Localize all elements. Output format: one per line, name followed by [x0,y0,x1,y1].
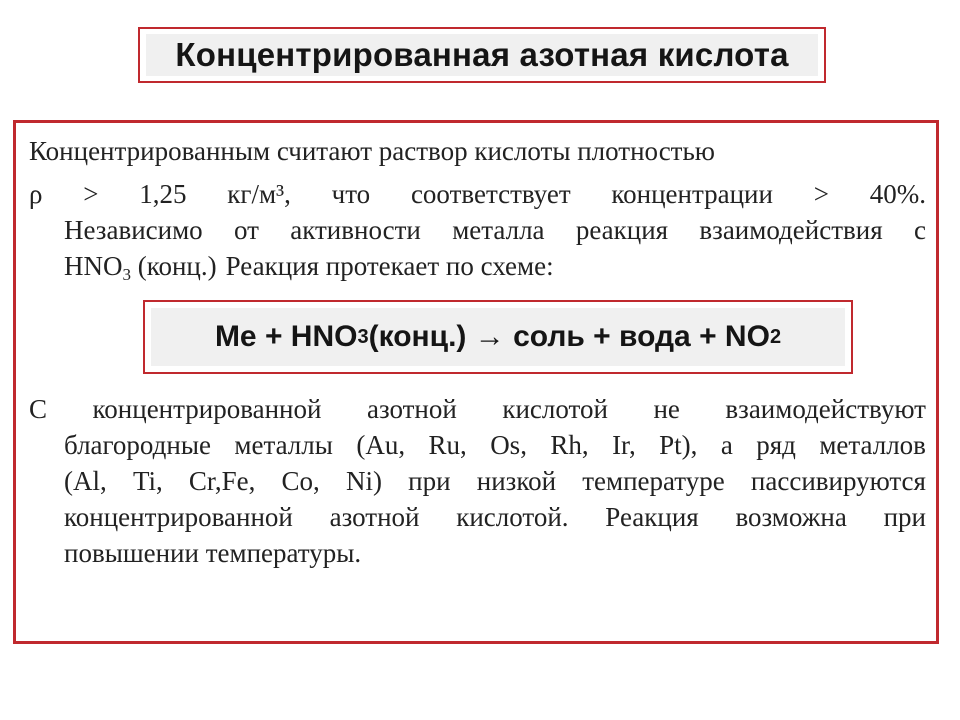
title-background [146,34,818,76]
paragraph-passivation-row-4 [29,499,926,535]
word: Rh, [550,430,589,460]
content-frame [13,120,939,644]
word: а [720,430,733,460]
equation-frame [143,300,853,374]
title-frame [138,27,826,83]
paragraph-passivation-row-1 [29,391,926,427]
paragraph-passivation-row-3 [29,463,926,499]
word: повышении температуры. [64,538,362,568]
word: 40%. [869,179,926,209]
word: Co, [281,466,320,496]
word: при [883,502,926,532]
word: взаимодействия [699,215,883,245]
word: азотной [366,394,457,424]
word: азотной [329,502,420,532]
word: концентрированной [64,502,293,532]
word: Os, [490,430,527,460]
word: с [913,215,926,245]
intro-line: Концентрированным считают раствор кислоты плотностью [29,136,715,166]
word: (Al, [64,466,107,496]
word: кислотой. [456,502,569,532]
word: Cr,Fe, [188,466,256,496]
word: при [408,466,451,496]
formula-subscript: 3 [122,265,131,284]
word: > [813,179,829,209]
reaction-scheme-intro: Реакция протекает по схеме: [225,251,554,281]
word: реакция [575,215,669,245]
equation-part-1: Me + HNO [214,320,358,353]
paragraph-passivation-row-5 [29,535,926,571]
formula-text: HNO [64,251,123,281]
word: Ti, [132,466,163,496]
word: концентрированной [92,394,322,424]
paragraph-passivation-row-2 [29,427,926,463]
word: взаимодействуют [725,394,926,424]
word: (Au, [356,430,406,460]
word: что [331,179,371,209]
paragraph-density-row-1 [29,176,926,212]
word: не [653,394,680,424]
word: ρ [29,179,43,209]
paragraph-passivation [29,391,926,571]
hno3-formula [64,248,217,284]
word: температуре [582,466,725,496]
word: Ru, [428,430,467,460]
word: от [234,215,259,245]
word: возможна [735,502,847,532]
word: Ir, [612,430,636,460]
word: Ni) [345,466,382,496]
slide-title: Концентрированная азотная кислота [175,36,789,73]
word: кислотой [502,394,608,424]
word: низкой [476,466,557,496]
word: Независимо [64,215,203,245]
word: металлов [819,430,926,460]
word: ряд [756,430,796,460]
word: соответствует [410,179,571,209]
word: Pt), [659,430,698,460]
word: благородные [64,430,211,460]
word: металла [452,215,545,245]
word: С [29,394,48,424]
reaction-equation: Me + HNO 3 (конц.) → соль + вода + NO 2 [151,308,845,366]
word: 1,25 [139,179,187,209]
word: активности [290,215,421,245]
word: Реакция [605,502,699,532]
word: > [83,179,99,209]
paragraph-density-row-3 [29,248,926,284]
word: металлы [234,430,333,460]
formula-note: (конц.) [137,251,217,281]
equation-part-2: (конц.) → соль + вода + NO [368,320,770,353]
word: пассивируются [750,466,926,496]
paragraph-density [29,176,926,284]
word: концентрации [611,179,773,209]
paragraph-density-row-2 [29,212,926,248]
word: кг/м³, [227,179,291,209]
